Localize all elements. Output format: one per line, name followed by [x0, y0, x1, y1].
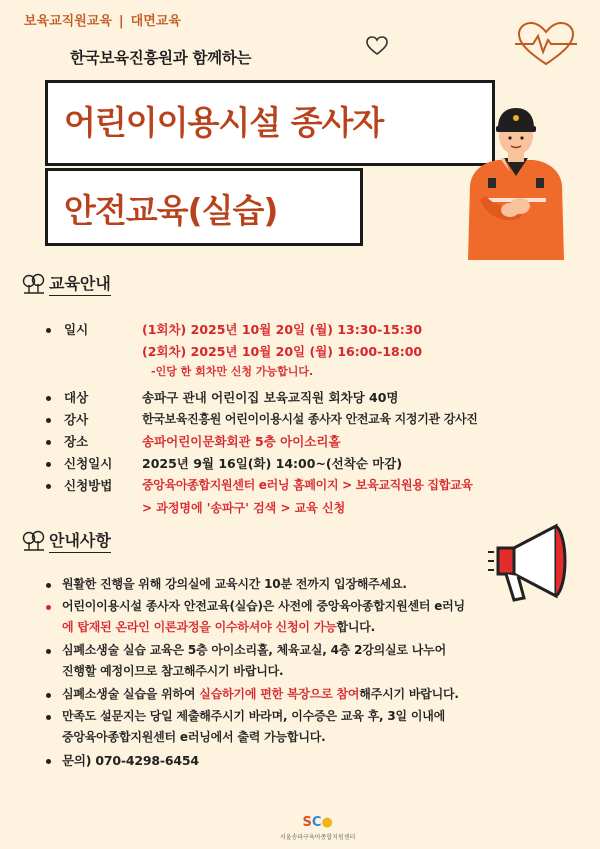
notice-5-line1: 만족도 설문지는 당일 제출해주시기 바라며, 이수증은 교육 후, 3일 이내에	[62, 709, 446, 723]
notice-4-head: 심폐소생술 실습을 위하여	[62, 687, 200, 701]
notice-3-line1: 심폐소생술 실습 교육은 5층 아이소리홀, 체육교실, 4층 2강의실로 나누어	[62, 643, 446, 657]
page-title-line2: 안전교육(실습)	[64, 191, 278, 230]
value-date-note: -인당 한 회차만 신청 가능합니다.	[151, 365, 314, 378]
bullet	[46, 759, 51, 764]
tree-icon	[22, 530, 46, 552]
notice-5-line2: 중앙육아종합지원센터 e러닝에서 출력 가능합니다.	[62, 730, 326, 744]
heart-icon	[366, 36, 388, 56]
value-apply-date: 2025년 9월 16일(화) 14:00~(선착순 마감)	[142, 456, 403, 471]
bullet	[46, 440, 51, 445]
value-apply-method-2: > 과정명에 '송파구' 검색 > 교육 신청	[142, 501, 346, 515]
pulse-heart-icon	[515, 22, 577, 68]
bullet	[46, 328, 51, 333]
notice-4	[62, 685, 459, 702]
tree-icon	[22, 273, 46, 295]
notice-3-line2: 진행할 예정이므로 참고해주시기 바랍니다.	[62, 664, 284, 678]
label-venue: 장소	[64, 434, 89, 449]
page-title-line1: 어린이이용시설 종사자	[64, 103, 384, 142]
value-apply-method-1: 중앙육아종합지원센터 e러닝 홈페이지 > 보육교직원용 집합교육	[142, 478, 473, 492]
value-date-session2: (2회차) 2025년 10월 20일 (월) 16:00-18:00	[142, 344, 423, 359]
title-box-2	[45, 168, 363, 246]
label-target: 대상	[64, 390, 89, 405]
section-title-guide-text: 교육안내	[49, 271, 111, 296]
notice-2-line2	[62, 618, 375, 635]
notice-contact: 문의) 070-4298-6454	[62, 753, 199, 768]
title-box-1	[45, 80, 495, 166]
security-guard-illustration	[466, 100, 566, 260]
footer-logo-mark: SC●	[302, 815, 333, 830]
notice-2-line2-highlight: 에 탑재된 온라인 이론과정을 이수하셔야 신청이 가능	[62, 620, 337, 634]
notice-1: 원활한 진행을 위해 강의실에 교육시간 10분 전까지 입장해주세요.	[62, 577, 407, 591]
section-title-notice-text: 안내사항	[49, 528, 111, 553]
category-left: 보육교직원교육	[24, 14, 112, 29]
label-apply-date: 신청일시	[64, 456, 113, 471]
bullet	[46, 693, 51, 698]
value-date-session1: (1회차) 2025년 10월 20일 (월) 13:30-15:30	[142, 322, 423, 337]
bullet	[46, 605, 51, 610]
top-category	[24, 10, 181, 29]
footer-logo	[280, 815, 355, 841]
section-title-notice	[22, 528, 111, 553]
category-right: 대면교육	[130, 14, 181, 29]
category-separator: |	[118, 14, 124, 29]
value-venue: 송파어린이문화회관 5층 아이소리홀	[142, 434, 341, 449]
label-date: 일시	[64, 322, 89, 337]
page-subtitle: 한국보육진흥원과 함께하는	[70, 49, 252, 67]
bullet	[46, 484, 51, 489]
value-instructor: 한국보육진흥원 어린이이용시설 종사자 안전교육 지정기관 강사진	[142, 412, 478, 426]
bullet	[46, 715, 51, 720]
notice-4-tail: 해주시기 바랍니다.	[359, 687, 459, 701]
notice-2-line2-tail: 합니다.	[336, 620, 376, 634]
notice-2-line1: 어린이이용시설 종사자 안전교육(실습)은 사전에 중앙육아종합지원센터 e러닝	[62, 599, 465, 613]
footer-org-name: 서울송파구육아종합지원센터	[280, 834, 356, 841]
notice-4-highlight: 실습하기에 편한 복장으로 참여	[199, 687, 360, 701]
bullet	[46, 396, 51, 401]
section-title-guide	[22, 271, 111, 296]
bullet	[46, 418, 51, 423]
label-apply-method: 신청방법	[64, 478, 113, 493]
bullet	[46, 462, 51, 467]
megaphone-icon	[484, 512, 584, 612]
bullet	[46, 583, 51, 588]
bullet	[46, 649, 51, 654]
value-target: 송파구 관내 어린이집 보육교직원 회차당 40명	[142, 390, 399, 405]
label-instructor: 강사	[64, 412, 89, 427]
